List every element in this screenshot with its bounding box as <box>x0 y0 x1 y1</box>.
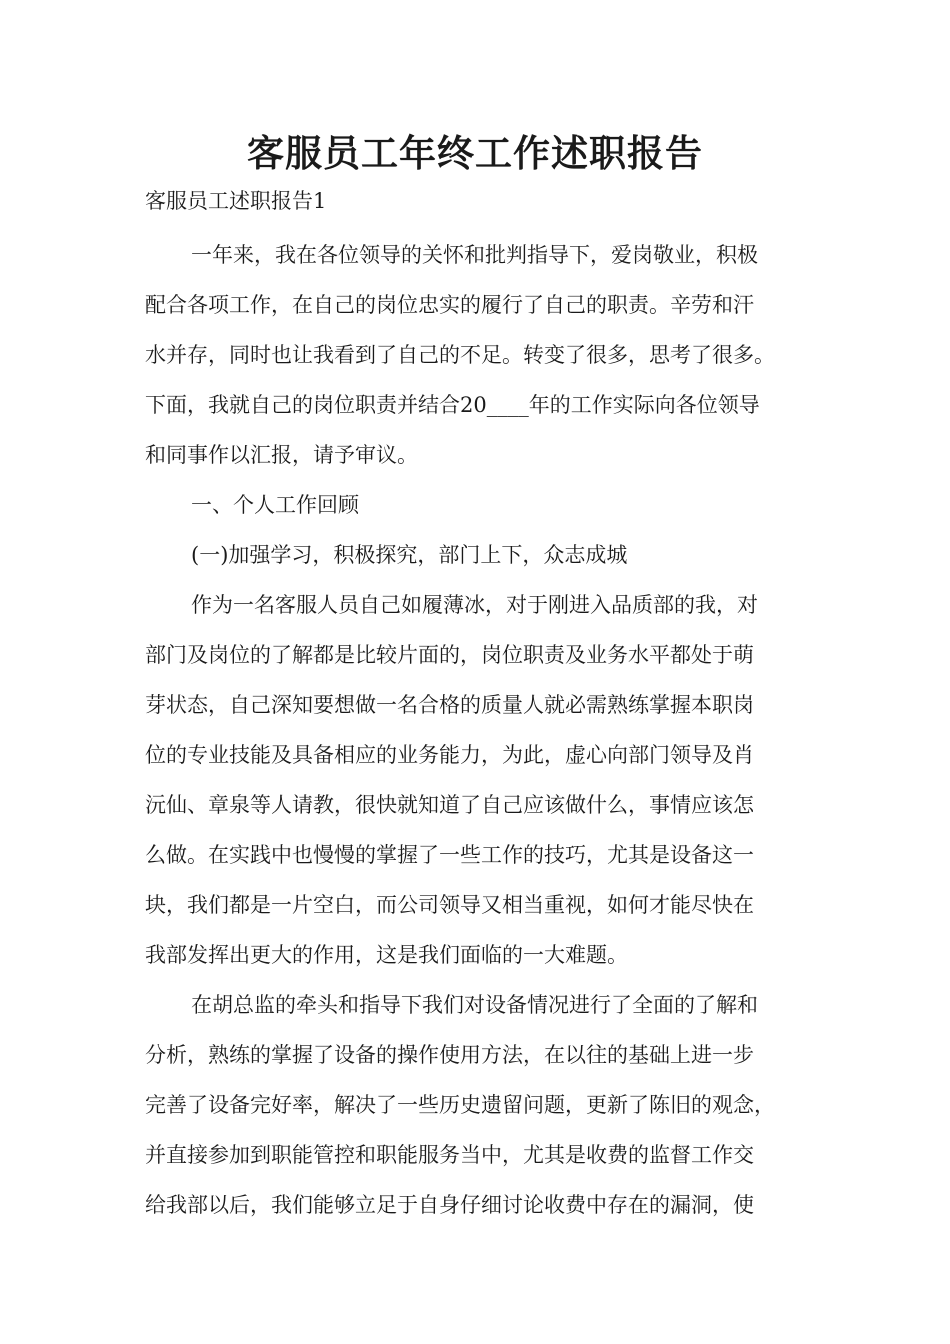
body-line: 配合各项工作，在自己的岗位忠实的履行了自己的职责。辛劳和汗 <box>145 293 754 317</box>
body-line: 水并存，同时也让我看到了自己的不足。转变了很多，思考了很多。 <box>145 343 775 367</box>
document-body <box>145 230 813 1230</box>
body-line: 沅仙、章泉等人请教，很快就知道了自己应该做什么，事情应该怎 <box>145 793 754 817</box>
body-line: 块，我们都是一片空白，而公司领导又相当重视，如何才能尽快在 <box>145 893 754 917</box>
body-line: 一、个人工作回顾 <box>191 493 359 517</box>
body-line: (一)加强学习，积极探究，部门上下，众志成城 <box>191 543 628 567</box>
body-line: 并直接参加到职能管控和职能服务当中，尤其是收费的监督工作交 <box>145 1143 754 1167</box>
body-line: 和同事作以汇报，请予审议。 <box>145 443 418 467</box>
body-line: 一年来，我在各位领导的关怀和批判指导下，爱岗敬业，积极 <box>191 243 758 267</box>
body-line: 位的专业技能及具备相应的业务能力，为此，虚心向部门领导及肖 <box>145 743 754 767</box>
body-line: 么做。在实践中也慢慢的掌握了一些工作的技巧，尤其是设备这一 <box>145 843 754 867</box>
body-line: 部门及岗位的了解都是比较片面的，岗位职责及业务水平都处于萌 <box>145 643 754 667</box>
body-line: 分析，熟练的掌握了设备的操作使用方法，在以往的基础上进一步 <box>145 1043 754 1067</box>
body-line: 完善了设备完好率，解决了一些历史遗留问题，更新了陈旧的观念， <box>145 1093 775 1117</box>
body-line: 下面，我就自己的岗位职责并结合20____年的工作实际向各位领导 <box>145 393 760 417</box>
document-subtitle: 客服员工述职报告1 <box>145 189 327 213</box>
body-line: 给我部以后，我们能够立足于自身仔细讨论收费中存在的漏洞，使 <box>145 1193 754 1217</box>
document-title: 客服员工年终工作述职报告 <box>247 131 703 175</box>
body-line: 在胡总监的牵头和指导下我们对设备情况进行了全面的了解和 <box>191 993 758 1017</box>
body-line: 芽状态，自己深知要想做一名合格的质量人就必需熟练掌握本职岗 <box>145 693 754 717</box>
body-line: 作为一名客服人员自己如履薄冰，对于刚进入品质部的我，对 <box>191 593 758 617</box>
body-line: 我部发挥出更大的作用，这是我们面临的一大难题。 <box>145 943 628 967</box>
